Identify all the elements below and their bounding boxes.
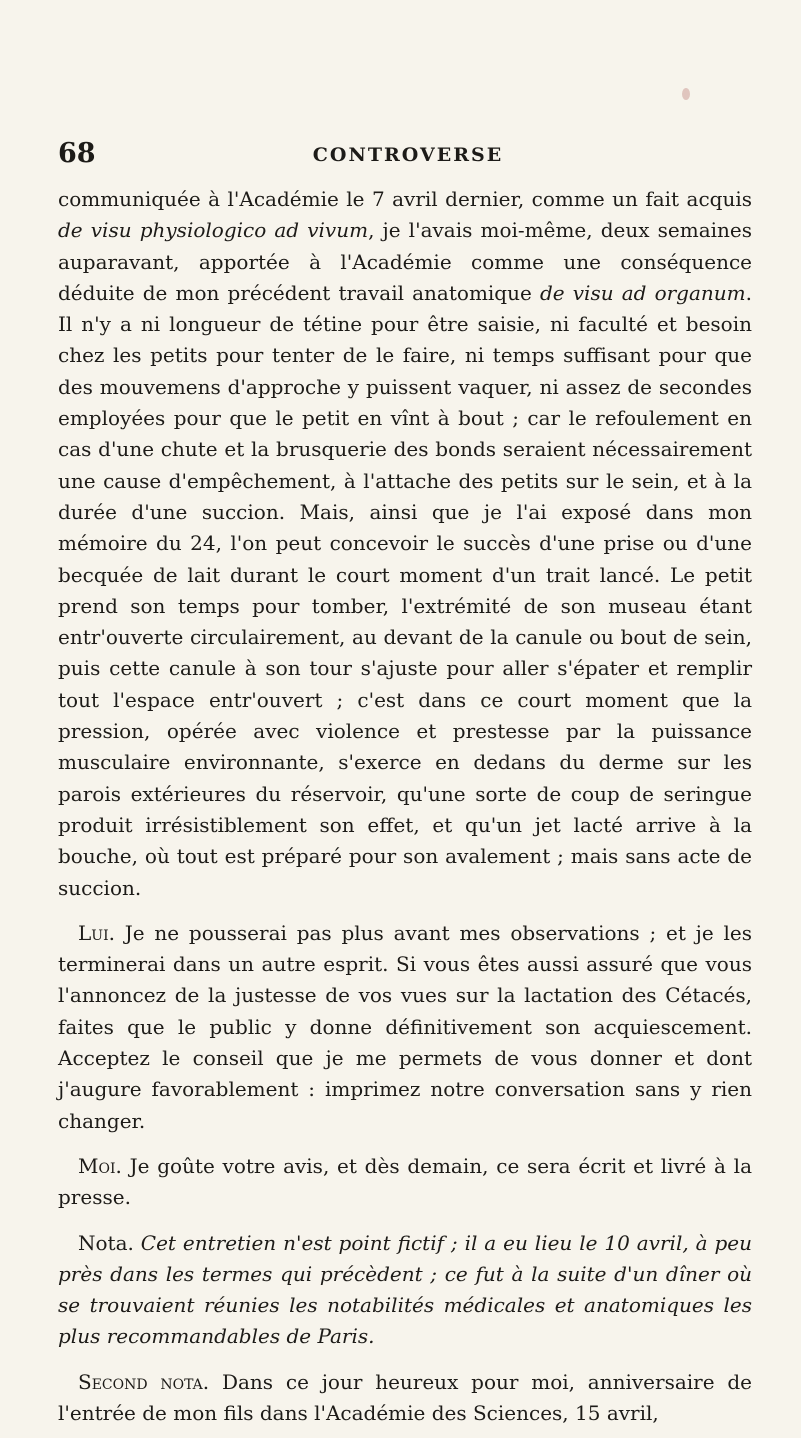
text-run: Je ne pousserai pas plus avant mes observations ; et je les terminerai dans un autre esprit. Si vous êtes aussi assuré que vous l'annoncez de la justesse de vos vues sur la lactation des Cétacés, faites que le public y donne définitivement son acquiescement. Acceptez le conseil que je me permets de vous donner et dont j'augure favorablement : imprimez notre conversation sans y rien changer. [58, 920, 752, 1133]
text-run: , je l'avais moi-même, deux semaines auparavant, apportée à l'Académie comme une conséquence déduite de mon précédent travail anatomique [58, 218, 752, 305]
page-header [58, 138, 758, 178]
nota-label: Nota. [78, 1230, 134, 1255]
second-nota-label: Second nota. [78, 1369, 210, 1394]
body-text [58, 184, 752, 1429]
paragraph-lui [58, 918, 752, 1137]
paragraph-second-nota [58, 1367, 752, 1430]
running-title: CONTROVERSE [312, 144, 504, 166]
nota-text: Cet entretien n'est point fictif ; il a eu lieu le 10 avril, à peu près dans les termes qui précèdent ; ce fut à la suite d'un dîner où se trouvaient réunies les notabilités médicales et anatomiques les plus recommandables de Paris. [58, 1230, 752, 1349]
text-run: . Il n'y a ni longueur de tétine pour être saisie, ni faculté et besoin chez les petits pour tenter de le faire, ni temps suffisant pour que des mouvemens d'approche y puissent vaquer, ni assez de secondes employées pour que le petit en vînt à bout ; car le refoulement en cas d'une chute et la brusquerie des bonds seraient nécessairement une cause d'empêchement, à l'attache des petits sur le sein, et à la durée d'une succion. Mais, ainsi que je l'ai exposé dans mon mémoire du 24, l'on peut concevoir le succès d'une prise ou d'une becquée de lait durant le court moment d'un trait lancé. Le petit prend son temps pour tomber, l'extrémité de son museau étant entr'ouverte circulairement, au devant de la canule ou bout de sein, puis cette canule à son tour s'ajuste pour aller s'épater et remplir tout l'espace entr'ouvert ; c'est dans ce court moment que la pression, opérée avec violence et prestesse par la puissance musculaire environnante, s'exerce en dedans du derme sur les parois extérieures du réservoir, qu'une sorte de coup de seringue produit irrésistiblement son effet, et qu'un jet lacté arrive à la bouche, où tout est préparé pour son avalement ; mais sans acte de succion. [58, 280, 752, 900]
paper-stain [682, 88, 690, 100]
speaker-moi: Moi. [78, 1153, 122, 1178]
latin-phrase: de visu physiologico ad vivum [58, 218, 369, 243]
paragraph-succion [58, 184, 752, 904]
text-run: communiquée à l'Académie le 7 avril dernier, comme un fait acquis [58, 187, 752, 211]
paragraph-nota [58, 1228, 752, 1353]
text-run: Dans ce jour heureux pour moi, anniversaire de l'entrée de mon fils dans l'Académie des Sciences, 15 avril, [58, 1369, 752, 1425]
latin-phrase: de visu ad organum [539, 280, 746, 305]
speaker-lui: Lui. [78, 920, 115, 945]
text-run: Je goûte votre avis, et dès demain, ce sera écrit et livré à la presse. [58, 1153, 752, 1210]
paragraph-moi [58, 1151, 752, 1214]
page-number: 68 [58, 138, 96, 169]
